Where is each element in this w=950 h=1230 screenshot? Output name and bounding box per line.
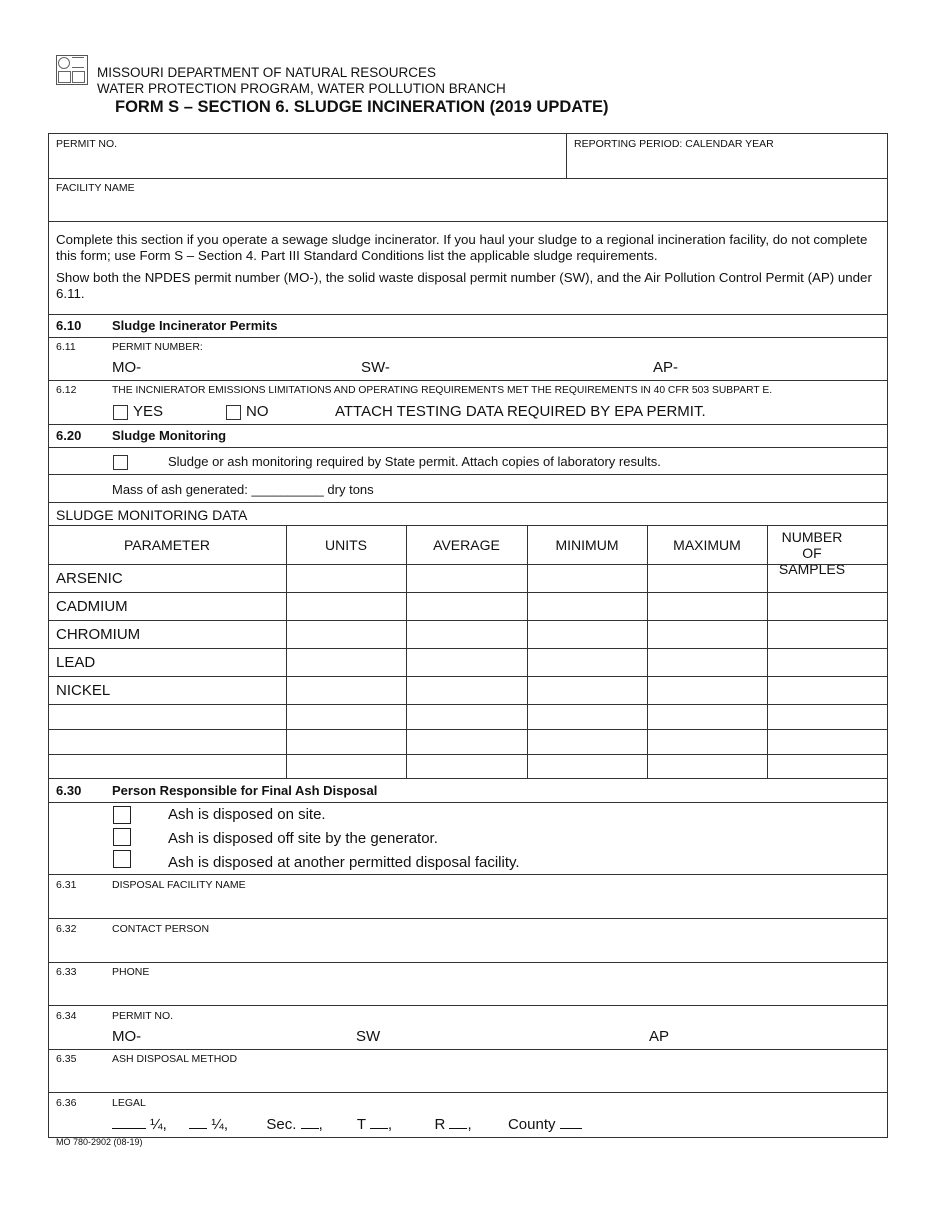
- section-field[interactable]: [301, 1116, 319, 1129]
- attach-testing-note: ATTACH TESTING DATA REQUIRED BY EPA PERMIT.: [335, 403, 706, 420]
- divider: [48, 447, 888, 448]
- divider: [48, 676, 888, 677]
- reporting-period-field[interactable]: [574, 152, 882, 174]
- township-label: T: [356, 1116, 366, 1133]
- section-label: Sec.: [266, 1116, 297, 1133]
- divider: [48, 729, 888, 730]
- divider: [48, 474, 888, 475]
- divider: [48, 620, 888, 621]
- q634-label: PERMIT NO.: [112, 1010, 174, 1022]
- divider: [48, 564, 888, 565]
- facility-name-field[interactable]: [56, 196, 882, 218]
- table-row-parameter: CADMIUM: [56, 598, 128, 615]
- table-column-line: [286, 525, 287, 778]
- divider: [48, 424, 888, 425]
- table-column-line: [406, 525, 407, 778]
- ash-disposal-method-field[interactable]: [112, 1068, 882, 1090]
- q612-number: 6.12: [56, 384, 77, 396]
- form-number: MO 780-2902 (08-19): [56, 1137, 143, 1147]
- q633-number: 6.33: [56, 966, 77, 978]
- q635-number: 6.35: [56, 1053, 77, 1065]
- q611-number: 6.11: [56, 341, 76, 353]
- column-header-number-of-samples: NUMBER OF SAMPLES: [778, 529, 846, 577]
- table-caption: SLUDGE MONITORING DATA: [56, 507, 248, 523]
- divider: [48, 1092, 888, 1093]
- column-header-maximum: MAXIMUM: [673, 537, 741, 553]
- contact-person-field[interactable]: [112, 938, 882, 960]
- no-label: NO: [246, 403, 269, 420]
- legal-description-row: [112, 1116, 582, 1134]
- instructions-paragraph-1: Complete this section if you operate a sewage sludge incinerator. If you haul your sludge to a regional incineration facility, do not complete this form; use Form S – Section 4. Part III Standard Conditions list the applicable sludge requirements.: [56, 232, 868, 263]
- divider: [48, 704, 888, 705]
- mass-of-ash-label: Mass of ash generated:: [112, 482, 248, 497]
- program-name: WATER PROTECTION PROGRAM, WATER POLLUTION BRANCH: [97, 81, 506, 96]
- mo-permit-field[interactable]: MO-: [112, 359, 142, 376]
- quarter-2-label: ¼,: [211, 1116, 229, 1133]
- divider: [48, 337, 888, 338]
- form-title: FORM S – SECTION 6. SLUDGE INCINERATION (2019 UPDATE): [115, 98, 609, 116]
- divider: [48, 525, 888, 526]
- q636-number: 6.36: [56, 1097, 77, 1109]
- table-row-parameter: NICKEL: [56, 682, 111, 699]
- table-row-parameter: ARSENIC: [56, 570, 123, 587]
- permit-no-label: PERMIT NO.: [56, 138, 118, 150]
- q634-number: 6.34: [56, 1010, 77, 1022]
- facility-name-label: FACILITY NAME: [56, 182, 135, 194]
- quarter-2-field[interactable]: [189, 1116, 207, 1129]
- q635-label: ASH DISPOSAL METHOD: [112, 1053, 238, 1065]
- disposed-other-facility-checkbox[interactable]: [113, 850, 131, 868]
- divider: [48, 802, 888, 803]
- ap-disposal-permit-field[interactable]: AP: [649, 1028, 670, 1045]
- monitoring-text: Sludge or ash monitoring required by State permit. Attach copies of laboratory results.: [168, 454, 661, 469]
- q633-label: PHONE: [112, 966, 150, 978]
- divider: [48, 874, 888, 875]
- divider: [48, 754, 888, 755]
- q631-number: 6.31: [56, 879, 77, 891]
- township-comma: ,: [387, 1116, 393, 1133]
- disposed-other-facility-label: Ash is disposed at another permitted disposal facility.: [168, 854, 520, 871]
- q632-label: CONTACT PERSON: [112, 923, 210, 935]
- range-label: R: [434, 1116, 446, 1133]
- monitoring-checkbox[interactable]: [113, 454, 128, 472]
- divider: [48, 178, 888, 179]
- instructions-paragraph-2: Show both the NPDES permit number (MO-), the solid waste disposal permit number (SW), and the Air Pollution Control Permit (AP) under 6.11.: [56, 270, 872, 301]
- q632-number: 6.32: [56, 923, 77, 935]
- yes-checkbox[interactable]: [113, 404, 128, 422]
- county-label: County: [507, 1116, 556, 1133]
- dnr-logo-icon: [56, 55, 88, 85]
- divider: [48, 314, 888, 315]
- department-name: MISSOURI DEPARTMENT OF NATURAL RESOURCES: [97, 65, 437, 80]
- divider: [566, 133, 567, 178]
- divider: [48, 221, 888, 222]
- divider: [48, 962, 888, 963]
- divider: [48, 778, 888, 779]
- divider: [48, 1005, 888, 1006]
- disposed-on-site-checkbox[interactable]: [113, 806, 131, 824]
- county-field[interactable]: [560, 1116, 582, 1129]
- mass-of-ash-unit: dry tons: [327, 482, 374, 497]
- yes-label: YES: [133, 403, 164, 420]
- disposal-facility-name-field[interactable]: [112, 894, 882, 916]
- table-row-parameter: CHROMIUM: [56, 626, 141, 643]
- mass-of-ash-row: [112, 482, 374, 498]
- q631-label: DISPOSAL FACILITY NAME: [112, 879, 246, 891]
- sw-permit-field[interactable]: SW-: [361, 359, 390, 376]
- section-620-number: 6.20: [56, 428, 82, 443]
- column-header-minimum: MINIMUM: [555, 537, 619, 553]
- table-row-parameter: LEAD: [56, 654, 96, 671]
- mass-of-ash-field[interactable]: __________: [251, 482, 324, 497]
- reporting-period-label: REPORTING PERIOD: CALENDAR YEAR: [574, 138, 774, 150]
- quarter-1-label: ¼,: [150, 1116, 167, 1133]
- table-column-line: [767, 525, 768, 778]
- q611-label: PERMIT NUMBER:: [112, 341, 203, 353]
- divider: [48, 592, 888, 593]
- no-checkbox[interactable]: [226, 404, 241, 422]
- quarter-1-field[interactable]: [112, 1116, 146, 1129]
- range-field[interactable]: [449, 1116, 467, 1129]
- range-comma: ,: [467, 1116, 472, 1133]
- table-column-line: [527, 525, 528, 778]
- column-header-average: AVERAGE: [433, 537, 500, 553]
- ap-permit-field[interactable]: AP-: [653, 359, 679, 376]
- disposed-off-site-checkbox[interactable]: [113, 828, 131, 846]
- divider: [48, 648, 888, 649]
- section-610-title: Sludge Incinerator Permits: [112, 318, 278, 333]
- phone-field[interactable]: [112, 981, 882, 1003]
- township-field[interactable]: [370, 1116, 388, 1129]
- mo-disposal-permit-field[interactable]: MO-: [112, 1028, 142, 1045]
- section-630-title: Person Responsible for Final Ash Disposal: [112, 783, 378, 798]
- divider: [48, 918, 888, 919]
- section-620-title: Sludge Monitoring: [112, 428, 227, 443]
- q612-label: THE INCNIERATOR EMISSIONS LIMITATIONS AND OPERATING REQUIREMENTS MET THE REQUIREMENTS IN 40 CFR 503 SUBPART E.: [112, 385, 773, 396]
- section-630-number: 6.30: [56, 783, 82, 798]
- sw-disposal-permit-field[interactable]: SW: [356, 1028, 381, 1045]
- q636-label: LEGAL: [112, 1097, 146, 1109]
- disposed-on-site-label: Ash is disposed on site.: [168, 806, 326, 823]
- table-column-line: [647, 525, 648, 778]
- section-610-number: 6.10: [56, 318, 82, 333]
- divider: [48, 1049, 888, 1050]
- disposed-off-site-label: Ash is disposed off site by the generator.: [168, 830, 438, 847]
- divider: [48, 380, 888, 381]
- column-header-parameter: PARAMETER: [123, 537, 211, 553]
- section-comma: ,: [318, 1116, 323, 1133]
- divider: [48, 502, 888, 503]
- column-header-units: UNITS: [325, 537, 367, 553]
- permit-no-field[interactable]: [56, 152, 561, 174]
